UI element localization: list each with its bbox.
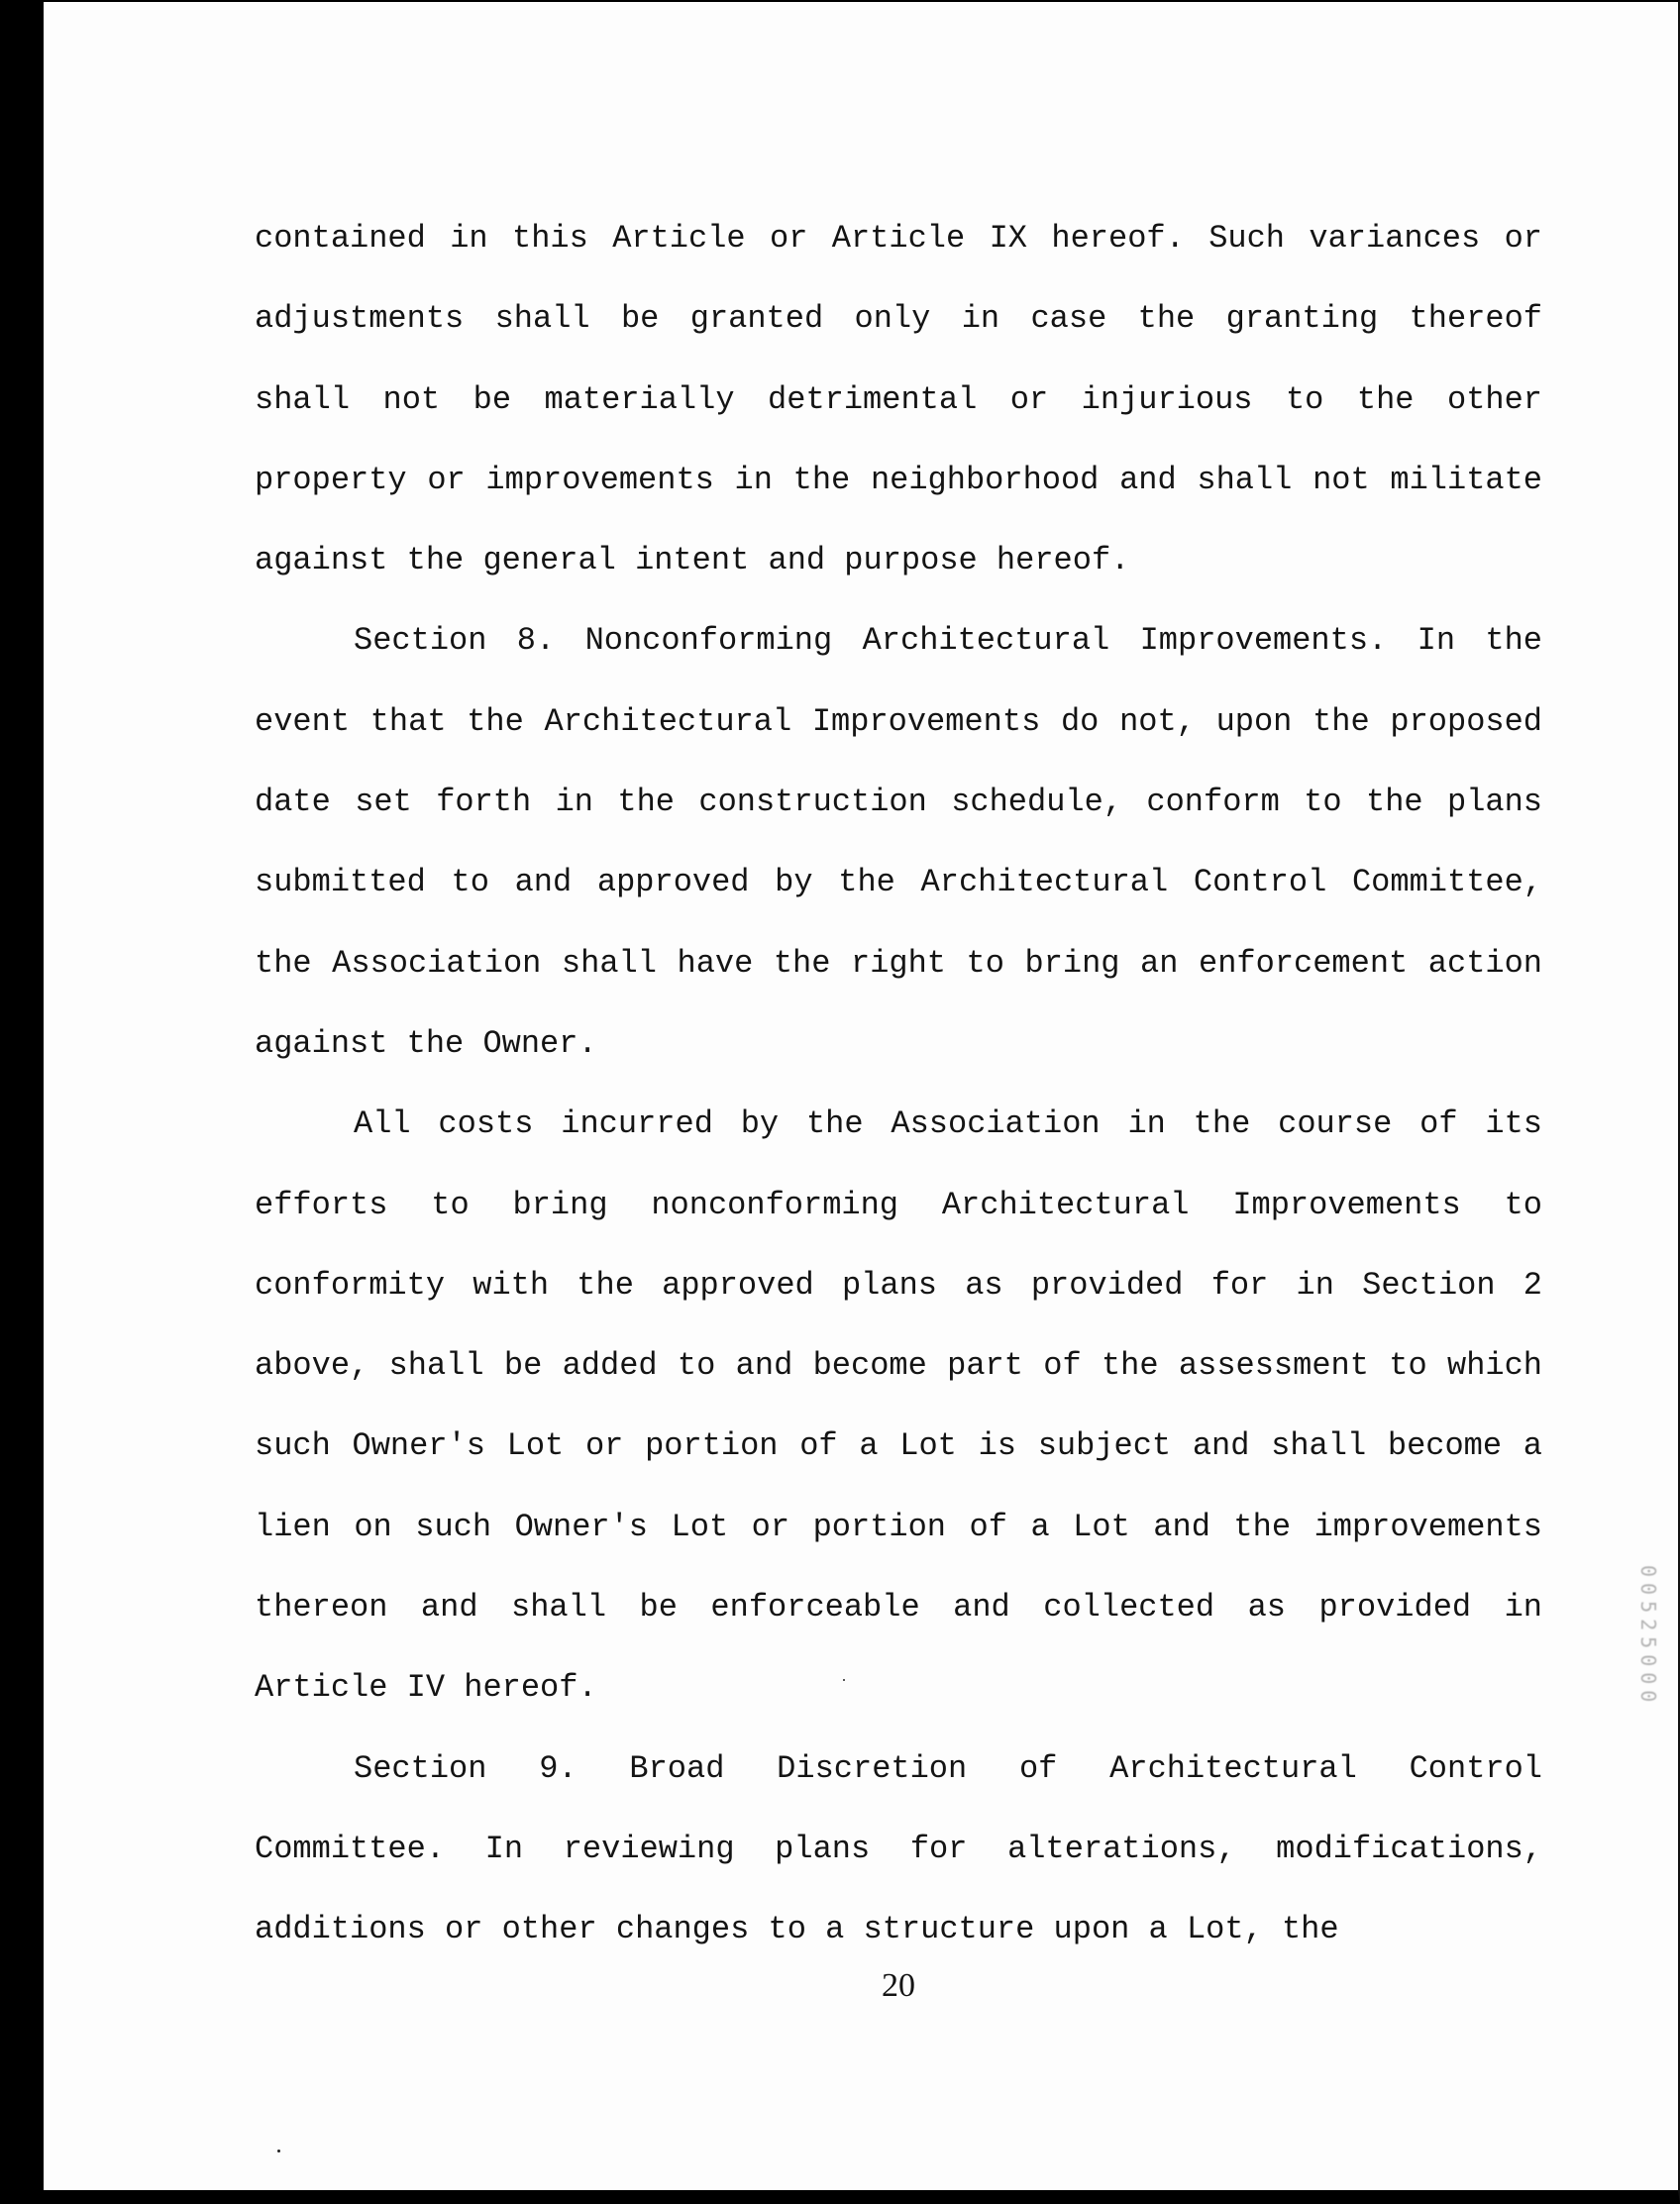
section-9-heading: Section 9. Broad Discretion of Architectural Control Committee. <box>255 1749 1542 1867</box>
paragraph-variances <box>255 198 1542 600</box>
scan-speck <box>843 1679 845 1681</box>
paragraph-section-9 <box>255 1729 1542 1970</box>
page-number: 20 <box>882 1967 915 2004</box>
scan-speck <box>277 2150 280 2152</box>
paragraph-text: contained in this Article or Article IX hereof. Such variances or adjustments shall be granted only in case the granting thereof shall not be materially detrimental or injurious to the other property or improvements in the neighborhood and shall not militate against the general intent and purpose hereof. <box>255 220 1542 579</box>
paragraph-section-8 <box>255 600 1542 1084</box>
margin-stamp: 00525000 <box>1636 1565 1660 1709</box>
paragraph-text: In the event that the Architectural Improvements do not, upon the proposed date set forth in the construction schedule, conform to the plans submitted to and approved by the Architectural Control Committee, the Association shall have the right to bring an enforcement action against the Owner. <box>255 622 1543 1062</box>
paragraph-text: All costs incurred by the Association in the course of its efforts to bring nonconforming Architectural Improvements to conformity with the approved plans as provided for in Section 2 above, shall be added to and become part of the assessment to which such Owner's Lot or portion of a Lot is subject and shall become a lien on such Owner's Lot or portion of a Lot and the improvements thereon and shall be enforceable and collected as provided in Article IV hereof. <box>255 1105 1542 1707</box>
document-body <box>255 198 1542 1970</box>
section-8-heading: Section 8. Nonconforming Architectural Improvements. <box>354 622 1388 660</box>
paragraph-text: In reviewing plans for alterations, modifications, additions or other changes to a structure upon a Lot, the <box>255 1830 1542 1948</box>
paragraph-costs <box>255 1084 1542 1728</box>
